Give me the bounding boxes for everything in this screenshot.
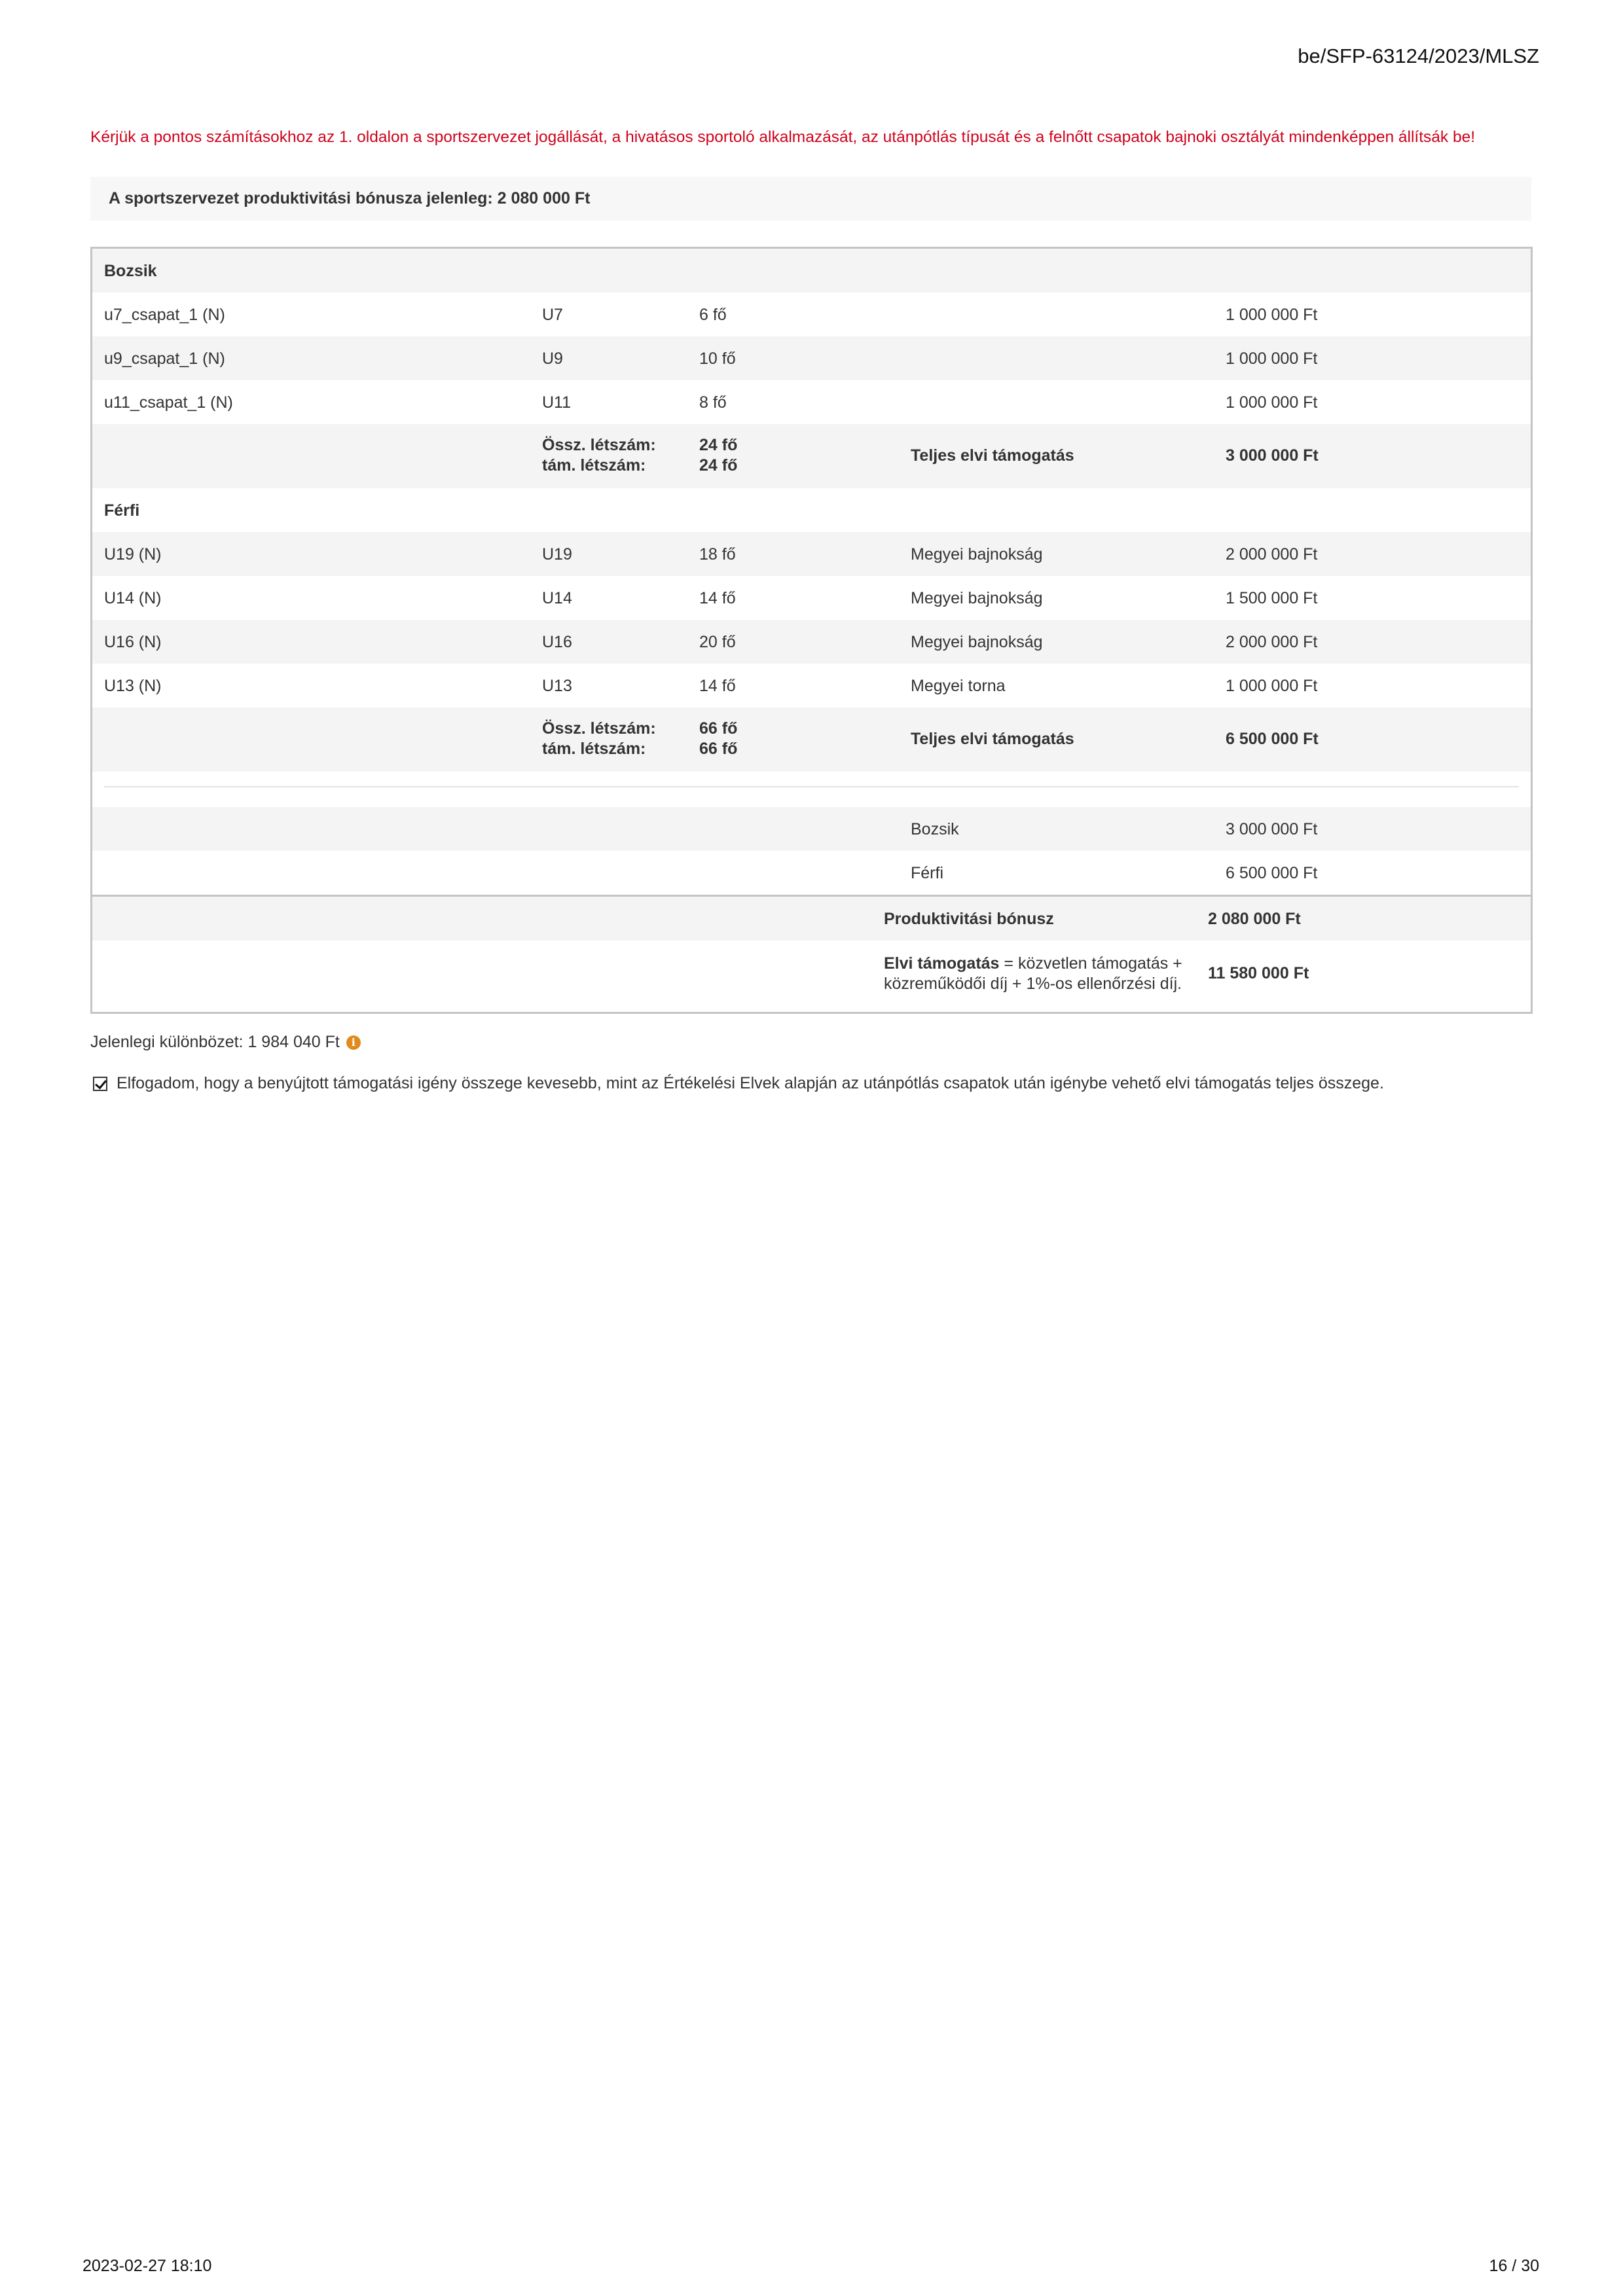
team-age: U16 (542, 633, 572, 651)
group-header-ferfi (92, 488, 1531, 532)
team-amount: 1 000 000 Ft (1226, 350, 1318, 368)
warning-message: Kérjük a pontos számításokhoz az 1. oldalon a sportszervezet jogállását, a hivatásos sportoló alkalmazását, az utánpótlás típusát és a felnőtt csapatok bajnoki osztályát mindenképpen állítsák be! (90, 128, 1476, 146)
team-amount: 1 000 000 Ft (1226, 306, 1318, 324)
table-row (92, 380, 1531, 424)
team-count: 6 fő (699, 306, 727, 324)
team-age: U9 (542, 350, 563, 368)
team-count: 14 fő (699, 589, 736, 607)
team-league: Megyei bajnokság (911, 633, 1043, 651)
group-summary-ferfi (92, 708, 1531, 772)
group-title: Férfi (104, 501, 140, 520)
acceptance-checkbox[interactable] (93, 1077, 107, 1091)
team-age: U19 (542, 545, 572, 564)
current-difference-text: Jelenlegi különbözet: 1 984 040 Ft (90, 1033, 340, 1051)
elvi-support-amount: 11 580 000 Ft (1208, 964, 1309, 982)
total-support-label: Teljes elvi támogatás (911, 730, 1074, 748)
team-age: U13 (542, 677, 572, 695)
table-row (92, 293, 1531, 336)
team-age: U7 (542, 306, 563, 324)
totals-amount: 3 000 000 Ft (1226, 820, 1318, 838)
headcount-labels (542, 719, 656, 759)
team-name: U19 (N) (104, 545, 162, 564)
headcount-labels (542, 435, 656, 476)
totals-amount: 6 500 000 Ft (1226, 864, 1318, 882)
total-headcount-label: Össz. létszám: (542, 719, 656, 738)
supported-headcount-label: tám. létszám: (542, 456, 646, 475)
team-count: 18 fő (699, 545, 736, 564)
productivity-bonus-row (92, 897, 1531, 941)
team-league: Megyei torna (911, 677, 1006, 695)
team-name: U14 (N) (104, 589, 162, 607)
total-headcount-value: 24 fő (699, 436, 738, 454)
total-support-amount: 3 000 000 Ft (1226, 446, 1319, 465)
team-name: u11_csapat_1 (N) (104, 393, 233, 412)
total-support-amount: 6 500 000 Ft (1226, 730, 1319, 748)
elvi-support-label-rest: = közvetlen támogatás + (999, 954, 1182, 973)
total-headcount-label: Össz. létszám: (542, 436, 656, 454)
table-row (92, 336, 1531, 380)
supported-headcount-label: tám. létszám: (542, 740, 646, 758)
group-title: Bozsik (104, 262, 157, 280)
totals-label: Férfi (911, 864, 943, 882)
totals-row (92, 807, 1531, 851)
totals-label: Bozsik (911, 820, 959, 838)
team-count: 8 fő (699, 393, 727, 412)
team-count: 20 fő (699, 633, 736, 651)
bonus-notice-text: A sportszervezet produktivitási bónusza jelenleg: 2 080 000 Ft (109, 189, 591, 207)
team-amount: 2 000 000 Ft (1226, 633, 1318, 651)
productivity-bonus-label: Produktivitási bónusz (884, 910, 1054, 928)
info-icon[interactable]: i (346, 1035, 361, 1050)
team-name: U16 (N) (104, 633, 162, 651)
team-league: Megyei bajnokság (911, 589, 1043, 607)
elvi-support-label-line2: közreműködői díj + 1%-os ellenőrzési díj. (884, 975, 1182, 993)
elvi-support-label-line1 (884, 954, 1182, 974)
supported-headcount-value: 24 fő (699, 456, 738, 475)
team-count: 10 fő (699, 350, 736, 368)
headcount-values (699, 435, 737, 476)
team-league: Megyei bajnokság (911, 545, 1043, 564)
team-name: u9_csapat_1 (N) (104, 350, 225, 368)
current-difference (90, 1033, 361, 1052)
team-age: U14 (542, 589, 572, 607)
document-reference: be/SFP-63124/2023/MLSZ (1298, 45, 1539, 67)
team-count: 14 fő (699, 677, 736, 695)
elvi-support-label-bold: Elvi támogatás (884, 954, 1000, 973)
acceptance (90, 1074, 1384, 1093)
team-name: u7_csapat_1 (N) (104, 306, 225, 324)
supported-headcount-value: 66 fő (699, 740, 738, 758)
totals-row (92, 851, 1531, 895)
team-name: U13 (N) (104, 677, 162, 695)
group-summary-bozsik (92, 424, 1531, 488)
support-table (90, 247, 1533, 1014)
table-row (92, 620, 1531, 664)
divider (104, 786, 1519, 787)
elvi-support-label (884, 954, 1182, 994)
team-amount: 1 500 000 Ft (1226, 589, 1318, 607)
page-number: 16 / 30 (1489, 2257, 1539, 2275)
team-amount: 1 000 000 Ft (1226, 677, 1318, 695)
productivity-bonus-amount: 2 080 000 Ft (1208, 910, 1301, 928)
headcount-values (699, 719, 737, 759)
team-age: U11 (542, 393, 572, 412)
group-header-bozsik (92, 249, 1531, 293)
table-row (92, 532, 1531, 576)
team-amount: 2 000 000 Ft (1226, 545, 1318, 564)
total-support-label: Teljes elvi támogatás (911, 446, 1074, 465)
footer-timestamp: 2023-02-27 18:10 (82, 2257, 212, 2275)
team-amount: 1 000 000 Ft (1226, 393, 1318, 412)
acceptance-text: Elfogadom, hogy a benyújtott támogatási igény összege kevesebb, mint az Értékelési Elvek alapján az utánpótlás csapatok után igénybe vehető elvi támogatás teljes összege. (117, 1074, 1384, 1092)
bonus-notice (90, 177, 1531, 221)
table-row (92, 576, 1531, 620)
total-headcount-value: 66 fő (699, 719, 738, 738)
elvi-support-row (92, 941, 1531, 1012)
table-row (92, 664, 1531, 708)
